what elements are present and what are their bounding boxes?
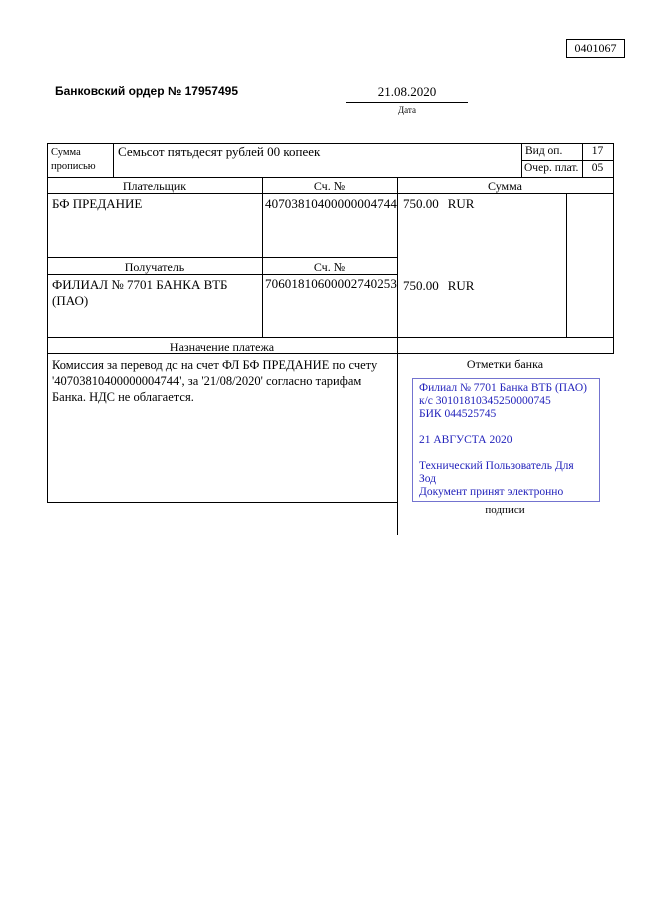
document-title: Банковский ордер № 17957495 (55, 84, 238, 98)
payee-amount (403, 279, 474, 293)
payment-purpose-text (52, 357, 377, 405)
table-grid-line (262, 177, 263, 338)
payer-amount (403, 197, 474, 211)
table-grid-line (47, 257, 397, 258)
table-grid-line (613, 143, 614, 354)
payee-amount-value: 750.00 (403, 278, 439, 293)
signatures-label: подписи (485, 504, 525, 516)
operation-type-label: Вид оп. (525, 145, 563, 157)
table-grid-line (566, 193, 567, 338)
payer-name: БФ ПРЕДАНИЕ (52, 196, 143, 211)
stamp-date: 21 АВГУСТА 2020 (419, 434, 513, 446)
date-label: Дата (398, 105, 416, 115)
table-grid-line (47, 274, 397, 275)
stamp-bank-name: Филиал № 7701 Банка ВТБ (ПАО) (419, 382, 587, 394)
stamp-corr-account: к/с 30101810345250000745 (419, 395, 551, 407)
amount-in-words-label: Сумма прописью (51, 147, 96, 172)
table-grid-line (397, 177, 398, 535)
date-value: 21.08.2020 (377, 84, 437, 99)
payment-priority-label: Очер. плат. (524, 162, 579, 174)
payment-purpose-line: Комиссия за перевод дс на счет ФЛ БФ ПРЕДАНИЕ по счету (52, 358, 378, 372)
table-grid-line (47, 143, 48, 503)
stamp-operator-line1: Технический Пользователь Для (419, 460, 574, 472)
stamp-blank-line (419, 421, 597, 434)
payer-column-header: Плательщик (122, 179, 187, 193)
stamp-bik: БИК 044525745 (419, 408, 497, 420)
table-grid-line (47, 177, 613, 178)
table-grid-line (47, 502, 397, 503)
payee-column-header: Получатель (124, 260, 185, 274)
table-grid-line (47, 193, 613, 194)
payer-amount-value: 750.00 (403, 196, 439, 211)
payee-name: ФИЛИАЛ № 7701 БАНКА ВТБ (ПАО) (52, 277, 228, 308)
form-code-box: 0401067 (566, 39, 625, 58)
payee-amount-currency: RUR (447, 278, 475, 293)
stamp-operator-line2: Зод (419, 473, 437, 485)
operation-type-value: 17 (591, 145, 604, 157)
stamp-blank-line (419, 447, 597, 460)
table-grid-line (521, 160, 613, 161)
payment-purpose-line: '40703810400000004744', за '21/08/2020' согласно тарифам (52, 374, 362, 388)
amount-column-header: Сумма (488, 179, 522, 193)
bank-stamp (412, 378, 600, 502)
table-grid-line (521, 143, 522, 178)
payment-purpose-header: Назначение платежа (169, 340, 275, 354)
table-grid-line (113, 143, 114, 178)
payee-account-number: 70601810600002740253 (265, 276, 397, 291)
amount-in-words-text: Семьсот пятьдесят рублей 00 копеек (118, 144, 321, 159)
payment-purpose-line: Банка. НДС не облагается. (52, 390, 194, 404)
table-grid-line (47, 337, 613, 338)
payer-account-number: 40703810400000004744 (265, 196, 397, 211)
date-underline (346, 102, 468, 103)
payee-account-column-header: Сч. № (313, 260, 346, 274)
bank-marks-header: Отметки банка (466, 357, 544, 371)
payer-amount-currency: RUR (447, 196, 475, 211)
payer-account-column-header: Сч. № (313, 179, 346, 193)
payment-priority-value: 05 (591, 162, 604, 174)
stamp-accepted-note: Документ принят электронно (419, 486, 564, 498)
